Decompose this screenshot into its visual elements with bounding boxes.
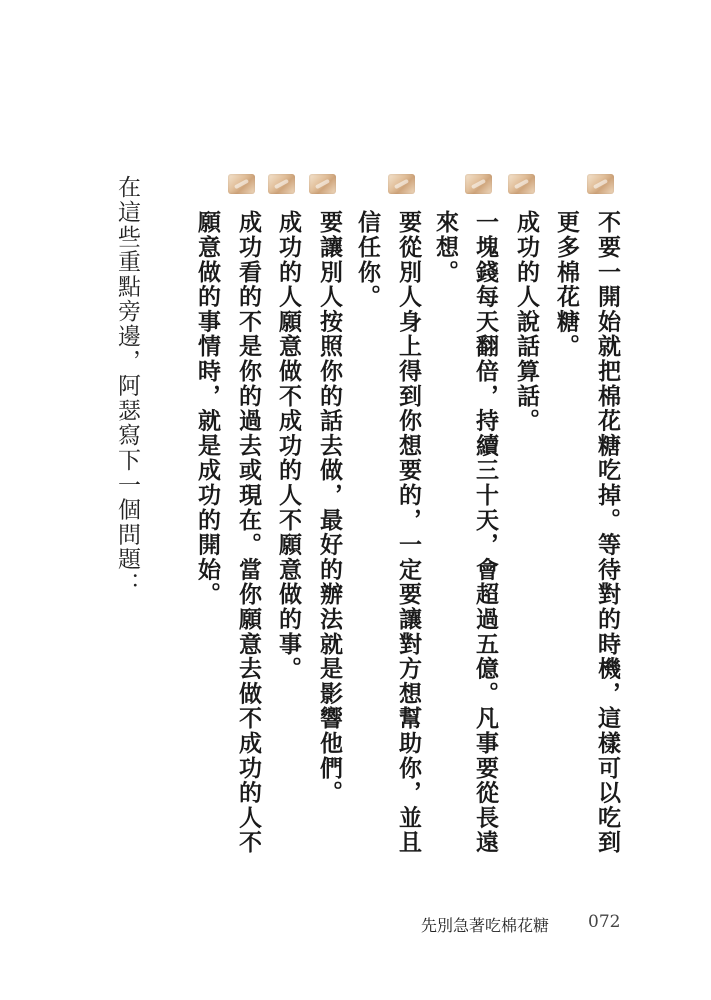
item-5-line-1: 要讓別人按照你的話去做，最好的辦法就是影響他們。 <box>316 210 342 806</box>
item-3-line-1: 一塊錢每天翻倍，持續三十天，會超過五億。凡事要從長遠 <box>472 210 498 855</box>
item-3-line-2: 來想。 <box>432 210 458 285</box>
item-6-line-1: 成功的人願意做不成功的人不願意做的事。 <box>275 210 301 682</box>
item-1-line-1: 不要一開始就把棉花糖吃掉。等待對的時機，這樣可以吃到 <box>594 210 620 855</box>
bullet-icon <box>268 174 295 194</box>
item-4-line-2: 信任你。 <box>354 210 380 310</box>
item-7-line-1: 成功看的不是你的過去或現在。當你願意去做不成功的人不 <box>235 210 261 855</box>
item-2-line-1: 成功的人說話算話。 <box>513 210 539 434</box>
item-7-line-2: 願意做的事情時，就是成功的開始。 <box>194 210 220 607</box>
bullet-icon <box>388 174 415 194</box>
bullet-icon <box>465 174 492 194</box>
running-footer-title: 先別急著吃棉花糖 <box>421 916 550 935</box>
bullet-icon <box>587 174 614 194</box>
item-1-line-2: 更多棉花糖。 <box>553 210 579 359</box>
intro-text: 在這些重點旁邊，阿瑟寫下一個問題： <box>114 175 140 597</box>
item-4-line-1: 要從別人身上得到你想要的，一定要讓對方想幫助你，並且 <box>395 210 421 855</box>
bullet-icon <box>309 174 336 194</box>
bullet-icon <box>508 174 535 194</box>
page-number: 072 <box>588 912 621 932</box>
bullet-icon <box>228 174 255 194</box>
